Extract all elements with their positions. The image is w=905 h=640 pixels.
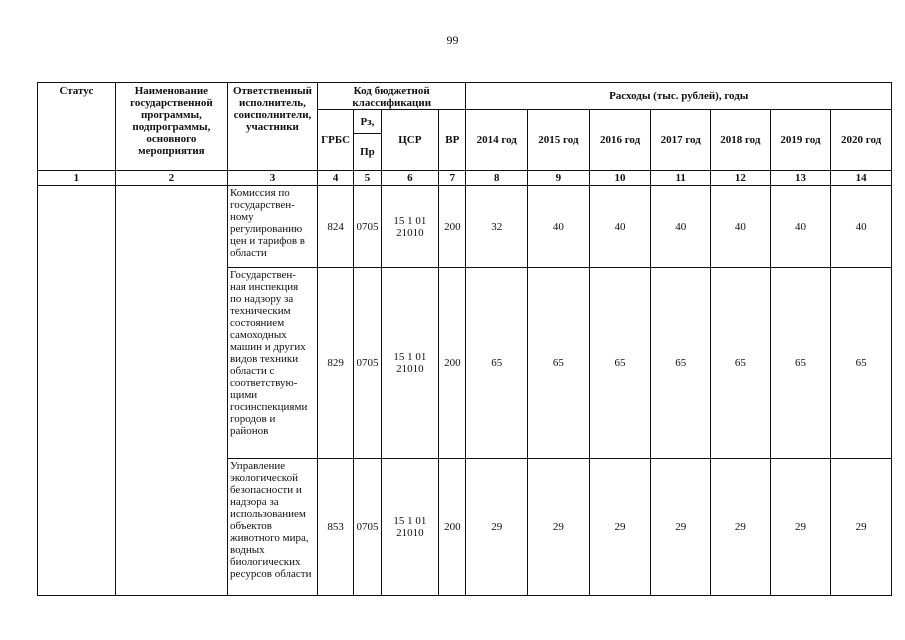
header-budget-code: Код бюджетной классификации (317, 83, 466, 110)
header-pr: Пр (354, 134, 381, 171)
column-number: 10 (589, 171, 651, 186)
column-number: 2 (115, 171, 227, 186)
value-cell: 29 (831, 459, 892, 596)
header-year-2017: 2017 год (651, 110, 711, 171)
csr-cell: 15 1 01 21010 (381, 268, 439, 459)
value-cell: 29 (528, 459, 590, 596)
value-cell: 40 (589, 186, 651, 268)
value-cell: 65 (770, 268, 831, 459)
column-number: 13 (770, 171, 831, 186)
program-name-cell (115, 186, 227, 596)
column-number: 14 (831, 171, 892, 186)
value-cell: 29 (711, 459, 771, 596)
column-number: 7 (439, 171, 466, 186)
rzpr-cell: 0705 (354, 186, 381, 268)
column-number: 3 (227, 171, 317, 186)
value-cell: 40 (831, 186, 892, 268)
csr-cell: 15 1 01 21010 (381, 186, 439, 268)
budget-table (37, 82, 892, 596)
status-cell (38, 186, 116, 596)
column-number: 12 (711, 171, 771, 186)
value-cell: 29 (466, 459, 528, 596)
value-cell: 29 (770, 459, 831, 596)
value-cell: 40 (770, 186, 831, 268)
header-year-2015: 2015 год (528, 110, 590, 171)
value-cell: 40 (651, 186, 711, 268)
value-cell: 29 (651, 459, 711, 596)
header-year-2018: 2018 год (711, 110, 771, 171)
column-number: 1 (38, 171, 116, 186)
grbs-cell: 853 (317, 459, 353, 596)
header-executor: Ответственный исполнитель, соисполнители, участники (227, 83, 317, 171)
vr-cell: 200 (439, 186, 466, 268)
column-number: 9 (528, 171, 590, 186)
executor-cell: Комиссия по государствен- ному регулированию цен и тарифов в области (227, 186, 317, 268)
value-cell: 32 (466, 186, 528, 268)
value-cell: 29 (589, 459, 651, 596)
column-number: 4 (317, 171, 353, 186)
header-csr: ЦСР (381, 110, 439, 171)
value-cell: 65 (589, 268, 651, 459)
grbs-cell: 824 (317, 186, 353, 268)
executor-cell: Управление экологической безопасности и надзора за использованием объектов животного мира, водных биологических ресурсов области (227, 459, 317, 596)
vr-cell: 200 (439, 459, 466, 596)
executor-cell: Государствен- ная инспекция по надзору за техническим состоянием самоходных машин и других видов техники области с соответствую- щими госинспекциями городов и районов (227, 268, 317, 459)
header-year-2016: 2016 год (589, 110, 651, 171)
table-row (38, 186, 892, 268)
column-number: 6 (381, 171, 439, 186)
value-cell: 65 (651, 268, 711, 459)
column-number: 8 (466, 171, 528, 186)
rzpr-cell: 0705 (354, 268, 381, 459)
column-number-row (38, 171, 892, 186)
page-number: 99 (446, 33, 459, 47)
header-program-name: Наименование государственной программы, подпрограммы, основного мероприятия (115, 83, 227, 171)
vr-cell: 200 (439, 268, 466, 459)
header-vr: ВР (439, 110, 466, 171)
header-year-2020: 2020 год (831, 110, 892, 171)
rzpr-cell: 0705 (354, 459, 381, 596)
value-cell: 65 (528, 268, 590, 459)
value-cell: 65 (831, 268, 892, 459)
header-expenses: Расходы (тыс. рублей), годы (466, 83, 892, 110)
column-number: 11 (651, 171, 711, 186)
header-year-2014: 2014 год (466, 110, 528, 171)
value-cell: 65 (711, 268, 771, 459)
header-status: Статус (38, 83, 116, 171)
header-year-2019: 2019 год (770, 110, 831, 171)
value-cell: 40 (711, 186, 771, 268)
value-cell: 40 (528, 186, 590, 268)
value-cell: 65 (466, 268, 528, 459)
header-rz: Рз, (354, 110, 381, 134)
grbs-cell: 829 (317, 268, 353, 459)
column-number: 5 (354, 171, 381, 186)
header-grbs: ГРБС (317, 110, 353, 171)
csr-cell: 15 1 01 21010 (381, 459, 439, 596)
